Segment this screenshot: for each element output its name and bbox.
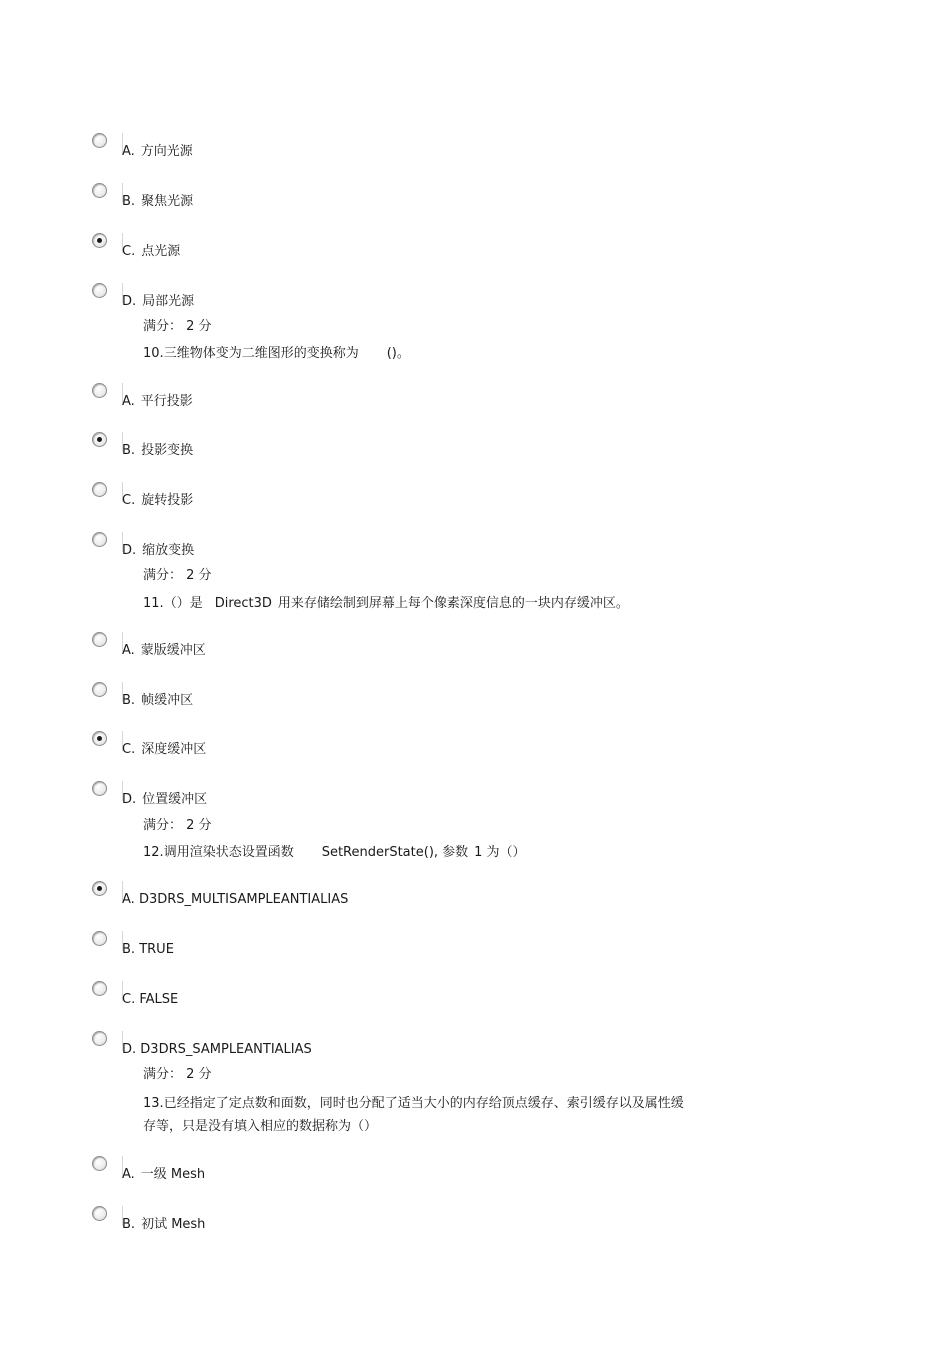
- option-label: D. 局部光源: [122, 294, 195, 309]
- radio-button-checked-icon[interactable]: [92, 731, 107, 746]
- q9-option-d[interactable]: [88, 283, 788, 317]
- q13-option-a[interactable]: [88, 1156, 788, 1190]
- q12-option-a[interactable]: [88, 881, 788, 915]
- q10-option-b[interactable]: [88, 432, 788, 466]
- radio-button-icon[interactable]: [92, 133, 107, 148]
- radio-button-icon[interactable]: [92, 283, 107, 298]
- q12-option-c[interactable]: [88, 981, 788, 1015]
- q9-option-b[interactable]: [88, 183, 788, 217]
- option-label: D. D3DRS_SAMPLEANTIALIAS: [122, 1042, 312, 1057]
- q13-option-b[interactable]: [88, 1206, 788, 1240]
- option-label: D. 位置缓冲区: [122, 792, 208, 807]
- radio-button-icon[interactable]: [92, 383, 107, 398]
- radio-button-icon[interactable]: [92, 981, 107, 996]
- q10-option-a[interactable]: [88, 383, 788, 417]
- option-label: D. 缩放变换: [122, 543, 195, 558]
- radio-button-checked-icon[interactable]: [92, 881, 107, 896]
- q10-score: 满分： 2 分: [143, 568, 212, 583]
- option-label: C. FALSE: [122, 992, 179, 1007]
- option-label: C. 点光源: [122, 244, 181, 259]
- q9-option-c[interactable]: [88, 233, 788, 267]
- option-label: C. 旋转投影: [122, 493, 194, 508]
- question-11: 11.（）是 Direct3D 用来存储绘制到屏幕上每个像素深度信息的一块内存缓冲区。: [143, 596, 629, 611]
- option-label: B. 聚焦光源: [122, 194, 194, 209]
- radio-button-icon[interactable]: [92, 1156, 107, 1171]
- option-label: A. D3DRS_MULTISAMPLEANTIALIAS: [122, 892, 349, 907]
- question-13-line-2: 存等，只是没有填入相应的数据称为（）: [143, 1119, 378, 1134]
- q12-option-d[interactable]: [88, 1031, 788, 1065]
- q12-score: 满分： 2 分: [143, 1067, 212, 1082]
- radio-button-icon[interactable]: [92, 183, 107, 198]
- radio-button-icon[interactable]: [92, 931, 107, 946]
- q9-score: 满分： 2 分: [143, 319, 212, 334]
- option-label: B. 投影变换: [122, 443, 194, 458]
- radio-button-icon[interactable]: [92, 1206, 107, 1221]
- option-label: C. 深度缓冲区: [122, 742, 207, 757]
- radio-button-icon[interactable]: [92, 532, 107, 547]
- q10-option-d[interactable]: [88, 532, 788, 566]
- q11-option-d[interactable]: [88, 781, 788, 815]
- option-label: B. 初试 Mesh: [122, 1217, 206, 1232]
- question-10: 10.三维物体变为二维图形的变换称为 ()。: [143, 346, 410, 361]
- q11-option-c[interactable]: [88, 731, 788, 765]
- q11-option-b[interactable]: [88, 682, 788, 716]
- radio-button-checked-icon[interactable]: [92, 233, 107, 248]
- option-label: B. 帧缓冲区: [122, 693, 194, 708]
- question-13-line-1: 13.已经指定了定点数和面数，同时也分配了适当大小的内存给顶点缓存、索引缓存以及属性缓: [143, 1096, 684, 1111]
- radio-button-icon[interactable]: [92, 632, 107, 647]
- option-label: A. 一级 Mesh: [122, 1167, 206, 1182]
- radio-button-icon[interactable]: [92, 682, 107, 697]
- q10-option-c[interactable]: [88, 482, 788, 516]
- option-label: A. 方向光源: [122, 144, 193, 159]
- radio-button-icon[interactable]: [92, 1031, 107, 1046]
- question-13: [143, 1092, 743, 1138]
- radio-button-icon[interactable]: [92, 482, 107, 497]
- radio-button-icon[interactable]: [92, 781, 107, 796]
- option-label: A. 平行投影: [122, 394, 193, 409]
- q9-option-a[interactable]: [88, 133, 788, 167]
- option-label: A. 蒙版缓冲区: [122, 643, 206, 658]
- option-label: B. TRUE: [122, 942, 174, 957]
- q11-option-a[interactable]: [88, 632, 788, 666]
- q12-option-b[interactable]: [88, 931, 788, 965]
- q11-score: 满分： 2 分: [143, 818, 212, 833]
- radio-button-checked-icon[interactable]: [92, 432, 107, 447]
- question-12: 12.调用渲染状态设置函数 SetRenderState(), 参数 1 为（）: [143, 845, 526, 860]
